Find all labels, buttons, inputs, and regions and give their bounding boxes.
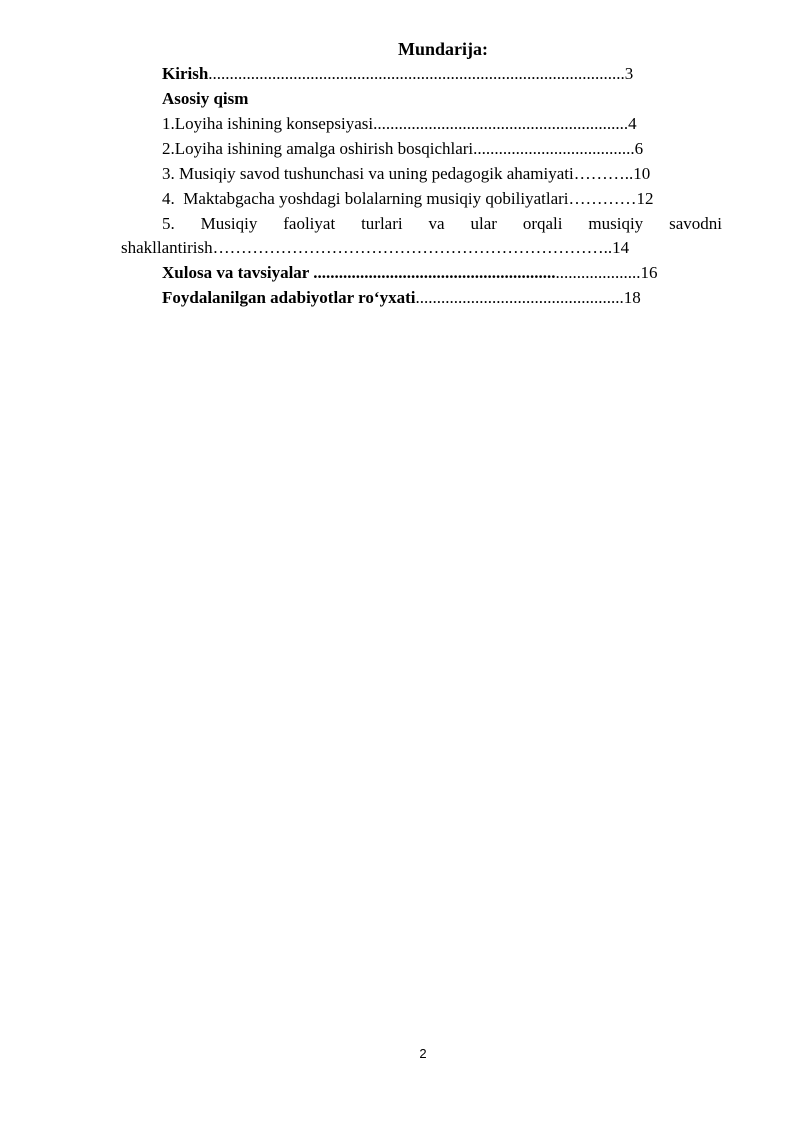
toc-entry-title: 1.Loyiha ishining konsepsiyasi [162,114,374,133]
toc-word: faoliyat [283,214,336,233]
toc-word: ular [470,214,497,233]
toc-leader: ......................................................... [309,263,556,282]
toc-entry-foydalanilgan [162,286,641,310]
toc-entry-title: 4. Maktabgacha yoshdagi bolalarning musiqiy qobiliyatlari [162,189,569,208]
toc-entry-title: shakllantirish [121,238,213,257]
toc-word: musiqiy [588,214,644,233]
toc-page: 4 [628,114,637,133]
toc-leader: ................................................. [415,288,624,307]
toc-entry-xulosa [162,261,658,285]
toc-word: 5. [162,214,175,233]
toc-entry-1 [162,112,637,136]
toc-heading: Mundarija: [398,39,488,59]
toc-leader: ...................................... [473,139,635,158]
toc-entry-2 [162,137,643,161]
toc-leader: .................... [555,263,641,282]
toc-leader: ……….. [573,164,634,183]
toc-entry-title: Xulosa va tavsiyalar [162,263,310,282]
toc-word: Musiqiy [200,214,258,233]
toc-page: 16 [640,263,658,282]
toc-word: va [428,214,445,233]
toc-entry-3 [162,162,650,186]
page-number: 2 [419,1046,427,1061]
toc-page: 3 [624,64,634,83]
toc-page: 6 [634,139,644,158]
toc-word: savodni [669,214,722,233]
toc-entry-5-continuation [121,236,629,260]
toc-page: 12 [636,189,654,208]
toc-word: orqali [522,214,563,233]
toc-entry-title: 3. Musiqiy savod tushunchasi va uning pedagogik ahamiyati [162,164,574,183]
toc-leader: .................................................................................................. [208,64,625,83]
toc-entry-kirish [162,62,633,86]
toc-page: 10 [633,164,651,183]
toc-page: 14 [612,238,630,257]
toc-entry-5 [162,212,722,236]
toc-entry-title: Kirish [162,64,209,83]
toc-leader: ………… [568,189,637,208]
toc-entry-title: Foydalanilgan adabiyotlar ro‘yxati [162,288,416,307]
toc-page: 18 [623,288,641,307]
toc-leader: …………………………………………………………….. [212,238,613,257]
toc-word: turlari [361,214,403,233]
toc-entry-4 [162,187,654,211]
toc-section-asosiy: Asosiy qism [162,89,249,108]
toc-leader: ............................................................ [373,114,629,133]
toc-entry-title: 2.Loyiha ishining amalga oshirish bosqichlari [162,139,474,158]
